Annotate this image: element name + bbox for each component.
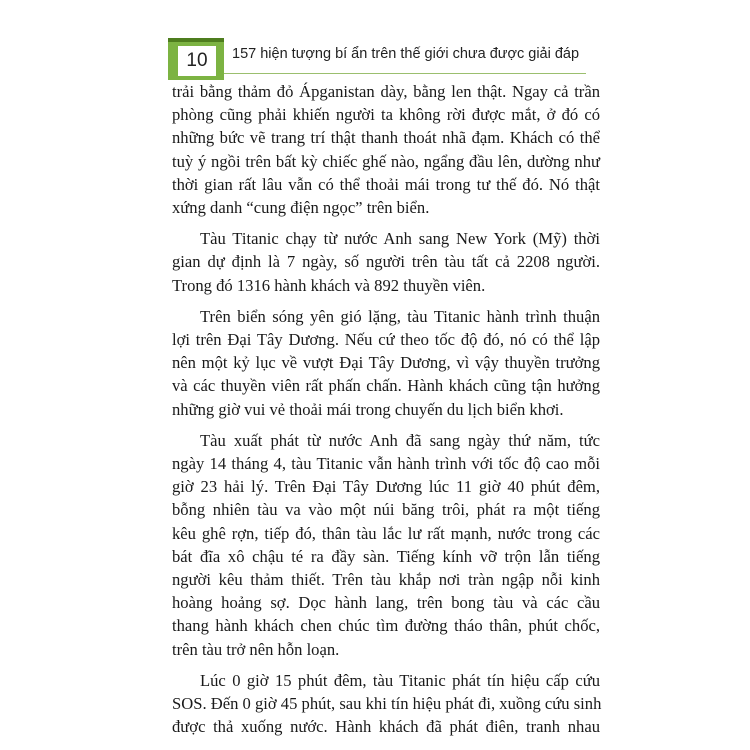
text-line: thang hành khách chen chúc tìm đường tháo thân, phút chốc, [172, 616, 600, 636]
text-line: trên tàu trở nên hỗn loạn. [172, 639, 340, 659]
body-text [172, 80, 600, 746]
paragraph [172, 669, 600, 739]
text-line: những giờ vui vẻ thoải mái trong chuyến du lịch biển khơi. [172, 399, 564, 419]
text-line: Tàu xuất phát từ nước Anh đã sang ngày thứ năm, tức [200, 430, 600, 450]
text-line: hoàng hoảng sợ. Dọc hành lang, trên bong tàu và các cầu [172, 593, 600, 613]
paragraph [172, 80, 600, 219]
text-line: Trên biển sóng yên gió lặng, tàu Titanic hành trình thuận [200, 306, 600, 326]
running-title: 157 hiện tượng bí ẩn trên thế giới chưa được giải đáp [232, 46, 580, 62]
text-line: bỗng nhiên tàu va vào một núi băng trôi, phát ra một tiếng [172, 500, 600, 520]
page-number-badge [168, 38, 224, 80]
text-line: kêu ghê rợn, tiếp đó, thân tàu lắc lư rất mạnh, nước trong các [172, 523, 600, 543]
text-line: ngày 14 tháng 4, tàu Titanic vẫn hành trình với tốc độ cao mỗi [172, 454, 600, 474]
text-line: nên một kỷ lục về vượt Đại Tây Dương, vì vậy thuyền trưởng [172, 353, 600, 373]
text-line: được thả xuống nước. Hành khách đã phát điên, tranh nhau [172, 717, 600, 737]
text-line: trải bằng thảm đỏ Ápganistan dày, bằng len thật. Ngay cả trần [172, 82, 600, 101]
text-line: Trong đó 1316 hành khách và 892 thuyền viên. [172, 275, 486, 295]
text-line: phòng cũng phải khiến người ta không rời được mắt, ở đó có [172, 105, 600, 125]
text-line: và các thuyền viên rất phấn chấn. Hành khách cũng tận hưởng [172, 376, 600, 396]
paragraph [172, 227, 600, 297]
text-line: SOS. Đến 0 giờ 45 phút, sau khi tín hiệu phát đi, xuồng cứu sinh [172, 694, 602, 714]
text-line: lợi trên Đại Tây Dương. Nếu cứ theo tốc độ đó, nó có thể lập [172, 330, 600, 350]
text-line: Lúc 0 giờ 15 phút đêm, tàu Titanic phát tín hiệu cấp cứu [200, 670, 600, 690]
page-number: 10 [178, 46, 216, 76]
header-rule [224, 73, 586, 74]
text-line: thời gian rất lâu vẫn có thể thoải mái trong tư thế đó. Nó thật [172, 174, 600, 194]
text-line: bát đĩa xô chậu té ra đầy sàn. Tiếng kính vỡ trộn lẫn tiếng [172, 546, 600, 566]
text-line: Tàu Titanic chạy từ nước Anh sang New York (Mỹ) thời [200, 229, 600, 249]
text-line: xứng danh “cung điện ngọc” trên biển. [172, 198, 430, 218]
text-line: tuỳ ý ngồi trên bất kỳ chiếc ghế nào, ngẩng đầu lên, dường như [172, 151, 600, 171]
text-line: giờ 23 hải lý. Trên Đại Tây Dương lúc 11 giờ 40 phút đêm, [172, 477, 600, 497]
paragraph [172, 305, 600, 421]
text-line: những bức vẽ trang trí thật thanh thoát nhã đạm. Khách có thể [172, 128, 600, 148]
paragraph [172, 429, 600, 661]
text-line: gian dự định là 7 ngày, số người trên tàu tất cả 2208 người. [172, 252, 600, 272]
text-line: người kêu thảm thiết. Trên tàu khắp nơi tràn ngập nỗi kinh [172, 570, 600, 590]
